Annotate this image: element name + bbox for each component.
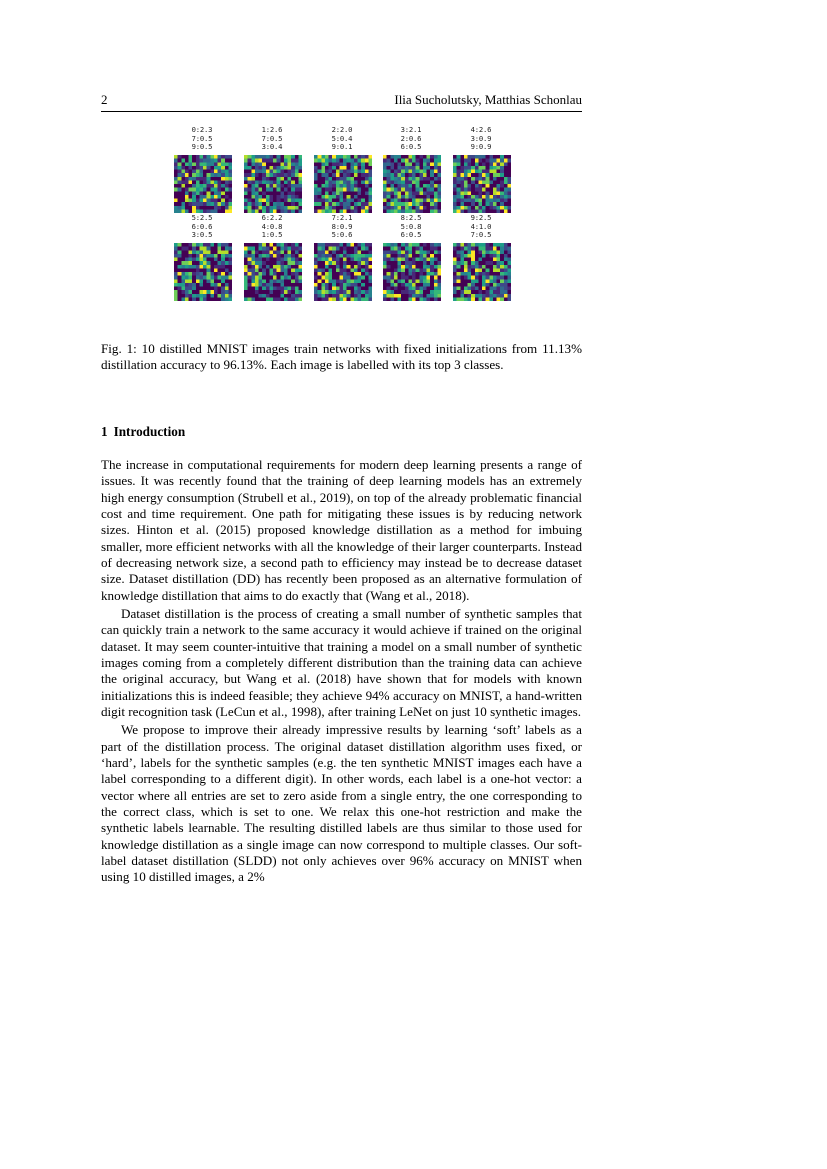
section-heading: [101, 424, 185, 440]
image-labels: [449, 126, 513, 152]
distilled-image-3: [379, 126, 443, 152]
class-label: 5:0.8: [400, 221, 422, 231]
class-label: 9:0.9: [470, 142, 492, 152]
image-labels: [310, 126, 374, 152]
heatmap-image: [453, 243, 511, 301]
running-header: [101, 92, 582, 110]
class-label: 7:0.5: [470, 230, 492, 240]
class-label: 4:2.6: [470, 125, 492, 134]
figure-distilled-images: [170, 126, 520, 304]
heatmap-image: [314, 155, 372, 213]
class-label: 2:0.6: [400, 133, 422, 143]
image-labels: [240, 126, 304, 152]
class-label: 0:2.3: [191, 125, 213, 134]
image-labels: [379, 214, 443, 240]
class-label: 7:2.1: [331, 213, 353, 222]
image-labels: [170, 214, 234, 240]
section-title: Introduction: [113, 424, 186, 439]
class-label: 8:2.5: [400, 213, 422, 222]
distilled-image-5: [170, 214, 234, 240]
class-label: 9:2.5: [470, 213, 492, 222]
class-label: 6:0.5: [400, 230, 422, 240]
class-label: 6:0.5: [400, 142, 422, 152]
figure-caption: Fig. 1: 10 distilled MNIST images train networks with fixed initializations from 11.13% distillation accuracy to 96.13%. Each image is labelled with its top 3 classes.: [101, 341, 582, 373]
running-authors: Ilia Sucholutsky, Matthias Schonlau: [394, 92, 582, 107]
distilled-image-2: [310, 126, 374, 152]
image-labels: [379, 126, 443, 152]
heatmap-image: [244, 243, 302, 301]
distilled-image-0: [170, 126, 234, 152]
section-number: 1: [101, 424, 108, 439]
image-labels: [449, 214, 513, 240]
paragraph: The increase in computational requirements for modern deep learning presents a range of issues. It was recently found that the training of deep learning models has an extremely high energy consumption (Strubell et al., 2019), on top of the already problematic financial cost and time requirement. One path for mitigating these issues is by reducing network sizes. Hinton et al. (2015) proposed knowledge distillation as a method for imbuing smaller, more efficient networks with all the knowledge of their larger counterparts. Instead of decreasing network size, a second path to efficiency may instead be to decrease dataset size. Dataset distillation (DD) has recently been proposed as an alternative formulation of knowledge distillation that aims to do exactly that (Wang et al., 2018).: [101, 457, 582, 603]
distilled-image-8: [379, 214, 443, 240]
class-label: 7:0.5: [261, 133, 283, 143]
class-label: 3:2.1: [400, 125, 422, 134]
class-label: 7:0.5: [191, 133, 213, 143]
class-label: 6:0.6: [191, 221, 213, 231]
distilled-image-1: [240, 126, 304, 152]
heatmap-image: [453, 155, 511, 213]
image-labels: [310, 214, 374, 240]
class-label: 5:0.4: [331, 133, 353, 143]
class-label: 2:2.0: [331, 125, 353, 134]
class-label: 4:1.0: [470, 221, 492, 231]
header-rule: [101, 111, 582, 112]
paragraph: Dataset distillation is the process of creating a small number of synthetic samples that can quickly train a network to the same accuracy it would achieve if trained on the original dataset. It may seem counter-intuitive that training a model on a small number of synthetic images coming from a completely different distribution than the training data can achieve the original accuracy, but Wang et al. (2018) have shown that for models with known initializations this is indeed feasible; they achieve 94% accuracy on MNIST, a hand-written digit recognition task (LeCun et al., 1998), after training LeNet on just 10 synthetic images.: [101, 605, 582, 719]
class-label: 1:2.6: [261, 125, 283, 134]
heatmap-image: [174, 243, 232, 301]
class-label: 8:0.9: [331, 221, 353, 231]
class-label: 3:0.9: [470, 133, 492, 143]
class-label: 4:0.8: [261, 221, 283, 231]
distilled-image-4: [449, 126, 513, 152]
heatmap-image: [314, 243, 372, 301]
class-label: 9:0.1: [331, 142, 353, 152]
class-label: 5:0.6: [331, 230, 353, 240]
heatmap-image: [383, 155, 441, 213]
section-body: [101, 457, 582, 888]
class-label: 6:2.2: [261, 213, 283, 222]
heatmap-image: [174, 155, 232, 213]
class-label: 9:0.5: [191, 142, 213, 152]
paragraph: We propose to improve their already impressive results by learning ‘soft’ labels as a part of the distillation process. The original dataset distillation algorithm uses fixed, or ‘hard’, labels for the synthetic samples (e.g. the ten synthetic MNIST images each have a label corresponding to a different digit). In other words, each label is a one-hot vector: a vector where all entries are set to zero aside from a single entry, the one corresponding to the correct class, which is set to one. We relax this one-hot restriction and make the synthetic labels learnable. The resulting distilled labels are thus similar to those used for knowledge distillation as a single image can now correspond to multiple classes. Our soft-label dataset distillation (SLDD) not only achieves over 96% accuracy on MNIST when using 10 distilled images, a 2%: [101, 722, 582, 885]
distilled-image-6: [240, 214, 304, 240]
heatmap-image: [244, 155, 302, 213]
distilled-image-9: [449, 214, 513, 240]
page-number: 2: [101, 92, 108, 107]
image-labels: [240, 214, 304, 240]
class-label: 5:2.5: [191, 213, 213, 222]
class-label: 3:0.4: [261, 142, 283, 152]
image-labels: [170, 126, 234, 152]
class-label: 3:0.5: [191, 230, 213, 240]
class-label: 1:0.5: [261, 230, 283, 240]
heatmap-image: [383, 243, 441, 301]
distilled-image-7: [310, 214, 374, 240]
